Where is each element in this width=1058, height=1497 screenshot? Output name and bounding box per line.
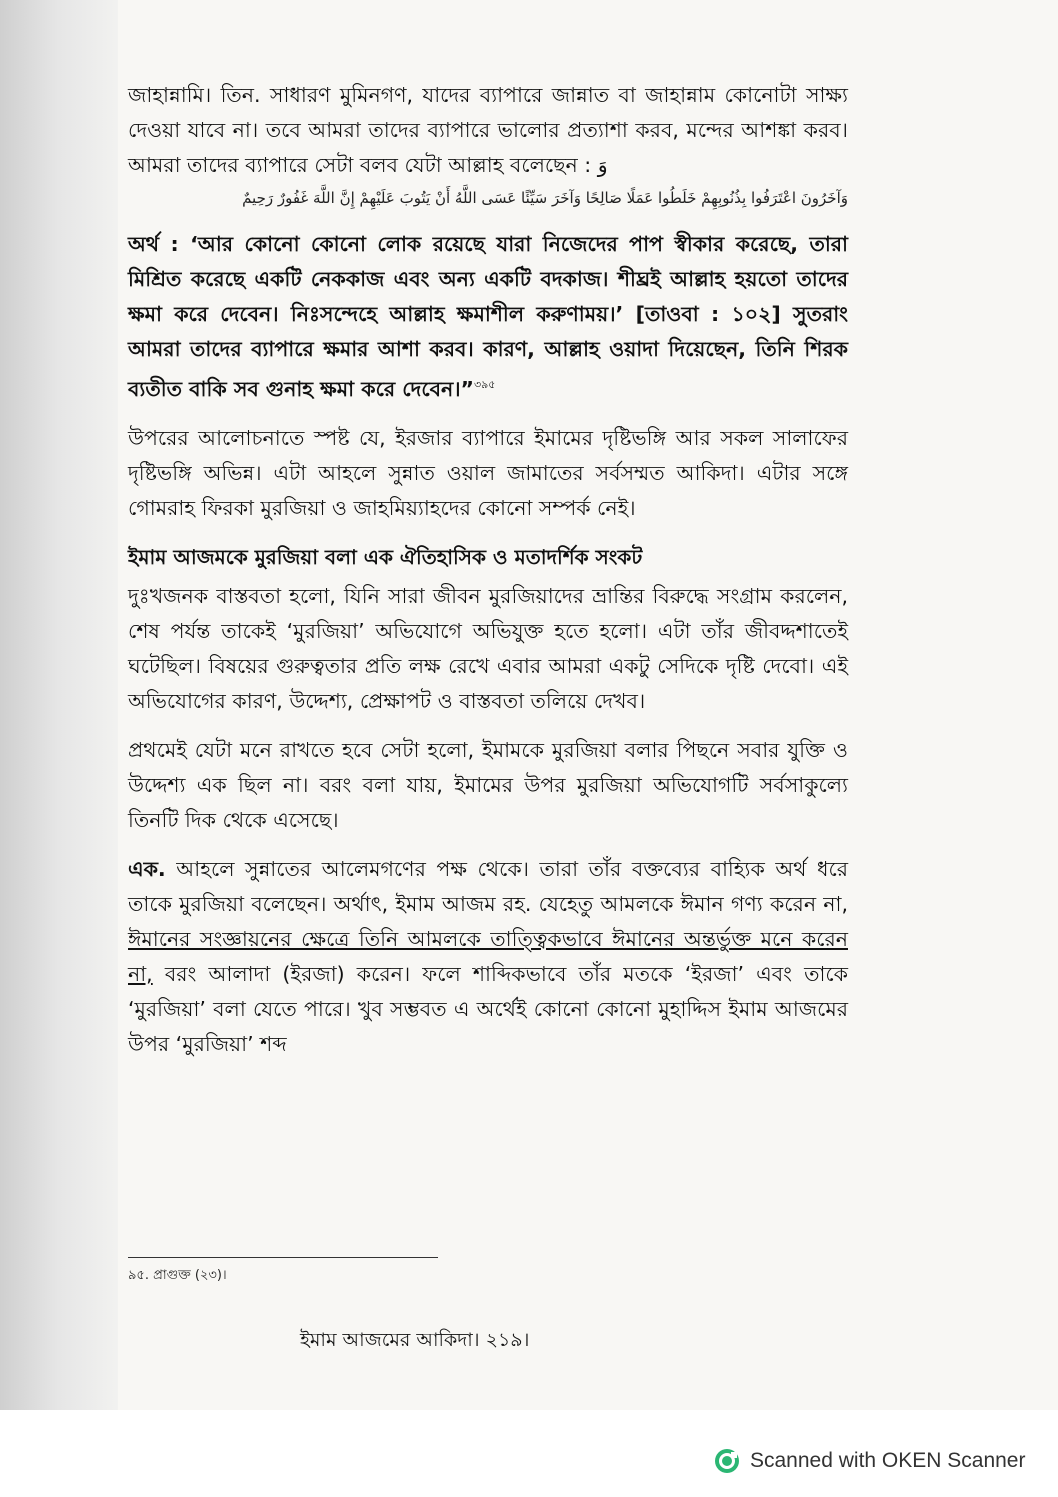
section-heading: ইমাম আজমকে মুরজিয়া বলা এক ঐতিহাসিক ও মতাদর্শিক সংকট <box>128 544 643 569</box>
scanner-label: Scanned with OKEN Scanner <box>750 1449 1026 1472</box>
scanner-watermark <box>714 1448 1025 1474</box>
paragraph-5 <box>128 852 848 1062</box>
footnote-divider <box>128 1257 438 1258</box>
footnote: ৯৫. প্রাগুক্ত (২৩)। <box>128 1268 227 1283</box>
paragraph-2: উপরের আলোচনাতে স্পষ্ট যে, ইরজার ব্যাপারে ইমামের দৃষ্টিভঙ্গি আর সকল সালাফের দৃষ্টিভঙ্গি অভিন্ন। এটা আহলে সুন্নাত ওয়াল জামাতের সর্বসম্মত আকিদা। এটার সঙ্গে গোমরাহ ফিরকা মুরজিয়া ও জাহমিয়্যাহদের কোনো সম্পর্ক নেই। <box>128 425 848 520</box>
intro-text: জাহান্নামি। তিন. সাধারণ মুমিনগণ, যাদের ব্যাপারে জান্নাত বা জাহান্নাম কোনোটা সাক্ষ্য দেওয়া যাবে না। তবে আমরা তাদের ব্যাপারে ভালোর প্রত্যাশা করব, মন্দের আশঙ্কা করব। আমরা তাদের ব্যাপারে সেটা বলব যেটা আল্লাহ বলেছেন : وَ <box>128 83 848 177</box>
underlined-passage: ঈমানের সংজ্ঞায়নের ক্ষেত্রে তিনি আমলকে তাত্ত্বিকভাবে ঈমানের অন্তর্ভুক্ত মনে করেন না, <box>128 926 848 986</box>
translation-text: অর্থ : ‘আর কোনো কোনো লোক রয়েছে যারা নিজেদের পাপ স্বীকার করেছে, তারা মিশ্রিত করেছে একটি নেককাজ এবং অন্য একটি বদকাজ। শীঘ্রই আল্লাহ হয়তো তাদের ক্ষমা করে দেবেন। নিঃসন্দেহে আল্লাহ ক্ষমাশীল করুণাময়।’ [তাওবা : ১০২] সুতরাং আমরা তাদের ব্যাপারে ক্ষমার আশা করব। কারণ, আল্লাহ ওয়াদা দিয়েছেন, তিনি শিরক ব্যতীত বাকি সব গুনাহ ক্ষমা করে দেবেন।” <box>128 232 848 401</box>
paragraph-translation <box>128 227 848 407</box>
paragraph-5-part-a: আহলে সুন্নাতের আলেমগণের পক্ষ থেকে। তারা তাঁর বক্তব্যের বাহ্যিক অর্থ ধরে তাকে মুরজিয়া বলেছেন। অর্থাৎ, ইমাম আজম রহ. যেহেতু আমলকে ঈমান গণ্য করেন না, <box>128 856 848 916</box>
book-spine-shadow <box>0 0 130 1410</box>
page-footer: ইমাম আজমের আকিদা। ২১৯। <box>300 1329 530 1351</box>
oken-scanner-icon <box>714 1448 740 1474</box>
body-text <box>128 78 848 1076</box>
footnote-reference: ৩৯৫ <box>474 378 496 391</box>
paragraph-intro <box>128 78 848 213</box>
paragraph-3: দুঃখজনক বাস্তবতা হলো, যিনি সারা জীবন মুরজিয়াদের ভ্রান্তির বিরুদ্ধে সংগ্রাম করলেন, শেষ পর্যন্ত তাকেই ‘মুরজিয়া’ অভিযোগে অভিযুক্ত হতে হলো। এটা তাঁর জীবদ্দশাতেই ঘটেছিল। বিষয়ের গুরুত্বতার প্রতি লক্ষ রেখে এবার আমরা একটু সেদিকে দৃষ্টি দেবো। এই অভিযোগের কারণ, উদ্দেশ্য, প্রেক্ষাপট ও বাস্তবতা তলিয়ে দেখব। <box>128 583 848 713</box>
paragraph-4: প্রথমেই যেটা মনে রাখতে হবে সেটা হলো, ইমামকে মুরজিয়া বলার পিছনে সবার যুক্তি ও উদ্দেশ্য এক ছিল না। বরং বলা যায়, ইমামের উপর মুরজিয়া অভিযোগটি সর্বসাকুল্যে তিনটি দিক থেকে এসেছে। <box>128 737 848 832</box>
paragraph-5-part-b: বরং আলাদা (ইরজা) করেন। ফলে শাব্দিকভাবে তাঁর মতকে ‘ইরজা’ এবং তাকে ‘মুরজিয়া’ বলা যেতে পারে। খুব সম্ভবত এ অর্থেই কোনো কোনো মুহাদ্দিস ইমাম আজমের উপর ‘মুরজিয়া’ শব্দ <box>128 961 848 1056</box>
paragraph-5-lead: এক. <box>128 856 166 881</box>
arabic-verse: وَآخَرُونَ اعْتَرَفُوا بِذُنُوبِهِمْ خَلَطُوا عَمَلًا صَالِحًا وَآخَرَ سَيِّئًا عَسَى اللَّهُ أَنْ يَتُوبَ عَلَيْهِمْ إِنَّ اللَّهَ غَفُورٌ رَحِيمٌ <box>242 189 848 207</box>
